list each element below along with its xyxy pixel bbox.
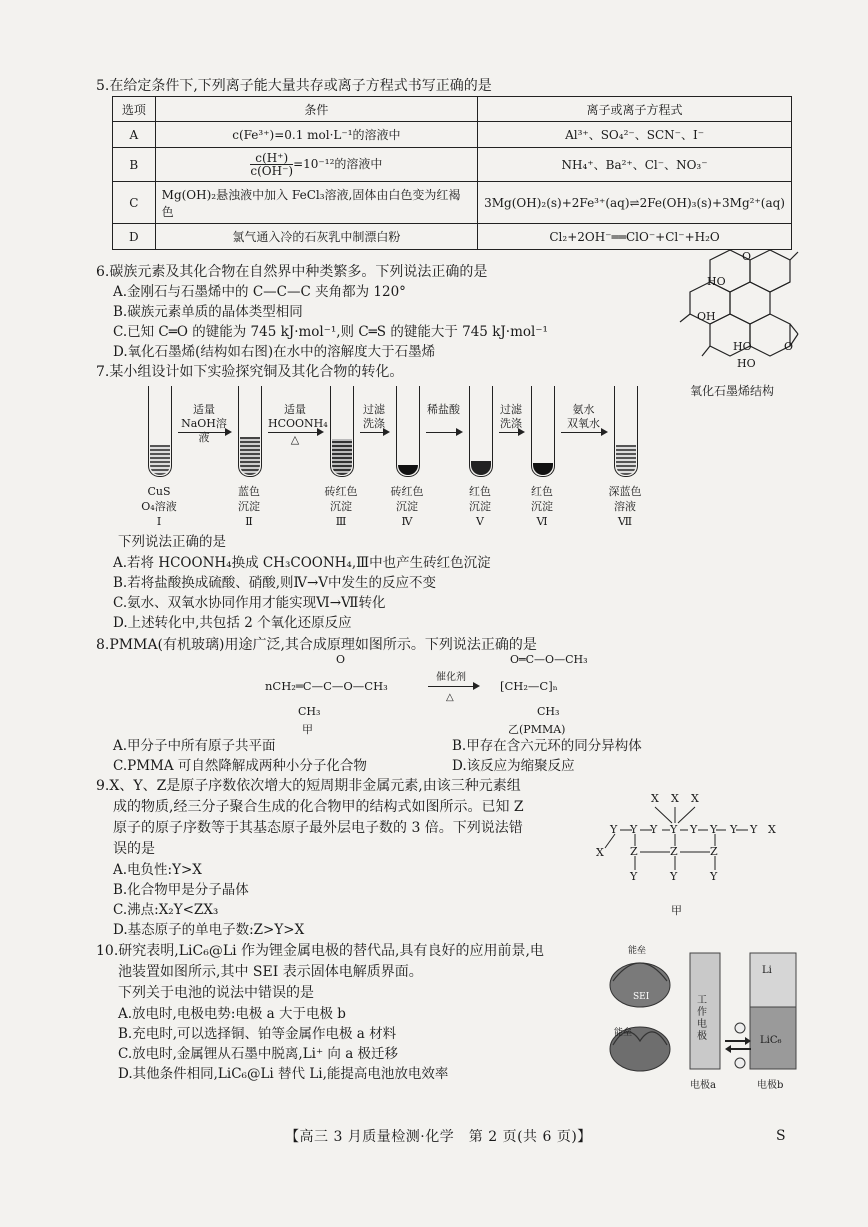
li-label: Li [762, 965, 772, 976]
tube-roman-numeral: Ⅵ [536, 515, 548, 528]
step-label-bottom: 双氧水 [567, 417, 600, 430]
q8-stem: 8.PMMA(有机玻璃)用途广泛,其合成原理如图所示。下列说法正确的是 [96, 637, 537, 653]
q9-stem-line-1: 9.X、Y、Z是原子序数依次增大的短周期非金属元素,由该三种元素组 [96, 778, 521, 794]
numerator: c(H⁺) [250, 152, 293, 165]
test-tube-label [316, 484, 366, 529]
tube-contents [616, 445, 636, 475]
q6-stem: 6.碳族元素及其化合物在自然界中种类繁多。下列说法正确的是 [96, 264, 488, 280]
q9-stem-line-2: 成的物质,经三分子聚合生成的化合物甲的结构式如图所示。已知 Z [113, 799, 524, 815]
step-reagent-label [499, 403, 523, 431]
atom-label: Y [690, 823, 698, 836]
fig-label-o-2: O [784, 340, 794, 353]
q7-stem: 7.某小组设计如下实验探究铜及其化合物的转化。 [96, 364, 404, 380]
q9-option-b: B.化合物甲是分子晶体 [113, 882, 249, 898]
tube-contents [471, 461, 491, 475]
atom-label: X [671, 792, 679, 805]
q5-table-header [113, 97, 792, 122]
test-tube [531, 386, 555, 477]
row-option: C [113, 182, 156, 224]
atom-label: Y [670, 823, 678, 836]
product-bottom: CH₃ [537, 705, 560, 718]
fig-label-ho-2: HO [733, 340, 752, 353]
electrode-a-label: 电极a [690, 1080, 716, 1091]
tube-name-line-1: 砖红色 [390, 485, 424, 498]
row-option: A [113, 122, 156, 148]
reactant-bottom: CH₃ [298, 705, 321, 718]
step-label-top: 稀盐酸 [427, 403, 460, 416]
reactant-name: 甲 [302, 723, 313, 736]
process-arrow [561, 432, 606, 433]
reactant-top: O [336, 653, 346, 666]
tube-name-line-1: 砖红色 [324, 485, 358, 498]
q7-option-d: D.上述转化中,共包括 2 个氧化还原反应 [113, 615, 352, 631]
q9-option-a: A.电负性:Y>X [113, 862, 202, 878]
test-tube [614, 386, 638, 477]
product-top: O═C—O—CH₃ [510, 653, 588, 666]
q8-option-a: A.甲分子中所有原子共平面 [113, 738, 276, 754]
step-label-bottom: 洗涤 [500, 417, 522, 430]
row-ions: Cl₂+2OH⁻══ClO⁻+Cl⁻+H₂O [478, 224, 792, 250]
q7-option-c: C.氨水、双氧水协同作用才能实现Ⅵ→Ⅶ转化 [113, 595, 386, 611]
atom-label: Y [650, 823, 658, 836]
q10-option-d: D.其他条件相同,LiC₆@Li 替代 Li,能提高电池放电效率 [118, 1066, 449, 1082]
row-condition: 氯气通入冷的石灰乳中制漂白粉 [155, 224, 477, 250]
header-option: 选项 [113, 97, 156, 122]
q8-option-d: D.该反应为缩聚反应 [452, 758, 575, 774]
atom-label: Y [710, 870, 718, 883]
atom-label: Z [670, 845, 678, 858]
atom-label: Y [750, 823, 758, 836]
lic6-label: LiC₆ [760, 1035, 782, 1046]
q9-option-d: D.基态原子的单电子数:Z>Y>X [113, 922, 305, 938]
page-footer: 【高三 3 月质量检测·化学 第 2 页(共 6 页)】 [285, 1129, 592, 1145]
heat-label: △ [446, 692, 454, 703]
step-label-top: 过滤 [500, 403, 522, 416]
atom-label: Z [710, 845, 718, 858]
q10-stem-line-1: 10.研究表明,LiC₆@Li 作为锂金属电极的替代品,具有良好的应用前景,电 [96, 943, 544, 959]
q7-option-b: B.若将盐酸换成硫酸、硝酸,则Ⅳ→Ⅴ中发生的反应不变 [113, 575, 437, 591]
step-reagent-label [268, 403, 328, 447]
tube-name-line-1: 红色 [531, 485, 553, 498]
q5-table [112, 96, 792, 250]
product-name: 乙(PMMA) [508, 723, 566, 736]
row-condition [155, 148, 477, 182]
atom-label: Y [610, 823, 618, 836]
tube-name-line-2: 沉淀 [330, 500, 352, 513]
step-label-top: 氨水 [572, 403, 595, 416]
test-tube-label [600, 484, 650, 529]
tube-roman-numeral: Ⅱ [245, 515, 253, 528]
tube-name-line-2: 溶液 [614, 500, 636, 513]
tube-roman-numeral: Ⅰ [156, 515, 162, 528]
tube-roman-numeral: Ⅲ [335, 515, 347, 528]
atom-label: Y [710, 823, 718, 836]
graphene-oxide-structure [670, 240, 800, 380]
step-reagent-label [561, 403, 606, 431]
test-tube [238, 386, 262, 477]
step-label-top: 过滤 [363, 403, 385, 416]
atom-label: X [768, 823, 776, 836]
row-condition: c(Fe³⁺)=0.1 mol·L⁻¹的溶液中 [155, 122, 477, 148]
q9-option-c: C.沸点:X₂Y<ZX₃ [113, 902, 219, 918]
atom-label: X [691, 792, 699, 805]
atom-label: Y [630, 870, 638, 883]
fig-label-ho-3: HO [737, 357, 756, 370]
fig-caption-graphene-oxide: 氧化石墨烯结构 [690, 384, 775, 398]
q10-option-b: B.充电时,可以选择铜、铂等金属作电极 a 材料 [118, 1026, 397, 1042]
tube-contents [332, 439, 352, 475]
table-row [113, 148, 792, 182]
test-tube [396, 386, 420, 477]
tube-contents [533, 463, 553, 475]
tube-name-line-1: 红色 [469, 485, 491, 498]
test-tube-label [134, 484, 184, 529]
step-label-heat: △ [290, 433, 300, 446]
tube-roman-numeral: Ⅶ [617, 515, 633, 528]
q7-option-a: A.若将 HCOONH₄换成 CH₃COONH₄,Ⅲ中也产生砖红色沉淀 [113, 555, 491, 571]
q9-figure-caption: 甲 [671, 904, 682, 917]
denominator: c(OH⁻) [250, 164, 294, 178]
test-tube [469, 386, 493, 477]
q9-stem-line-4: 误的是 [113, 841, 155, 857]
tube-name-line-1: CuS [147, 485, 171, 498]
battery-diagram [605, 945, 815, 1085]
process-arrow [499, 432, 523, 433]
tube-name-line-1: 深蓝色 [608, 485, 642, 498]
step-reagent-label [178, 403, 230, 445]
header-condition: 条件 [155, 97, 477, 122]
catalyst-label: 催化剂 [436, 672, 466, 683]
q6-option-c: C.已知 C═O 的键能为 745 kJ·mol⁻¹,则 C═S 的键能大于 745 kJ·mol⁻¹ [113, 324, 548, 340]
atom-label: X [651, 792, 659, 805]
q7-lead: 下列说法正确的是 [118, 534, 226, 550]
q6-option-d: D.氧化石墨烯(结构如右图)在水中的溶解度大于石墨烯 [113, 344, 436, 360]
tube-name-line-2: 沉淀 [531, 500, 553, 513]
test-tube [148, 386, 172, 477]
atom-label: Y [730, 823, 738, 836]
q10-option-c: C.放电时,金属锂从石墨中脱离,Li⁺ 向 a 极迁移 [118, 1046, 399, 1062]
q8-option-c: C.PMMA 可自然降解成两种小分子化合物 [113, 758, 367, 774]
step-reagent-label [360, 403, 388, 431]
atom-label: Y [630, 823, 638, 836]
tube-name-line-1: 蓝色 [238, 485, 260, 498]
fig-label-o-1: O [742, 250, 752, 263]
tube-contents [240, 437, 260, 475]
q10-stem-line-2: 池装置如图所示,其中 SEI 表示固体电解质界面。 [118, 964, 423, 980]
table-row [113, 182, 792, 224]
q10-option-a: A.放电时,电极电势:电极 a 大于电极 b [118, 1006, 346, 1022]
q8-option-b: B.甲存在含六元环的同分异构体 [452, 738, 642, 754]
tube-contents [150, 445, 170, 475]
tube-contents [398, 465, 418, 475]
reactant-formula: nCH₂═C—C—O—CH₃ [265, 679, 388, 693]
q9-stem-line-3: 原子的原子序数等于其基态原子最外层电子数的 3 倍。下列说法错 [113, 820, 523, 836]
tube-name-line-2: 沉淀 [238, 500, 260, 513]
step-label-bottom: NaOH溶液 [181, 417, 227, 444]
atom-label: Z [630, 845, 638, 858]
tube-name-line-2: O₄溶液 [141, 500, 177, 513]
process-arrow [426, 432, 461, 433]
tube-roman-numeral: Ⅳ [401, 515, 413, 528]
step-label-bottom: HCOONH₄ [268, 417, 328, 430]
tube-roman-numeral: Ⅴ [476, 515, 484, 528]
footer-mark: S [776, 1128, 786, 1144]
test-tube-label [517, 484, 567, 529]
table-row [113, 122, 792, 148]
row-ions: 3Mg(OH)₂(s)+2Fe³⁺(aq)⇌2Fe(OH)₃(s)+3Mg²⁺(aq) [478, 182, 792, 224]
row-option: D [113, 224, 156, 250]
tube-name-line-2: 沉淀 [469, 500, 491, 513]
sei-label: SEI [633, 992, 650, 1002]
electrode-b-label: 电极b [757, 1080, 784, 1091]
q5-stem: 5.在给定条件下,下列离子能大量共存或离子方程式书写正确的是 [96, 78, 492, 94]
step-label-top: 适量 [193, 403, 215, 416]
atom-label: X [596, 846, 604, 859]
fig-label-ho-1: HO [707, 275, 726, 288]
test-tube-label [224, 484, 274, 529]
test-tube [330, 386, 354, 477]
energy-barrier-label-1: 能垒 [628, 946, 647, 956]
q10-stem-line-3: 下列关于电池的说法中错误的是 [118, 985, 314, 1001]
energy-barrier-label-2: 能垒 [614, 1028, 633, 1038]
fig-label-oh: OH [697, 310, 716, 323]
row-ions: NH₄⁺、Ba²⁺、Cl⁻、NO₃⁻ [478, 148, 792, 182]
product-formula: [CH₂—C]ₙ [500, 679, 558, 693]
step-label-top: 适量 [284, 403, 306, 416]
test-tube-label [382, 484, 432, 529]
working-electrode-label: 工作电极 [697, 995, 707, 1042]
tube-name-line-2: 沉淀 [396, 500, 418, 513]
row-ions: Al³⁺、SO₄²⁻、SCN⁻、I⁻ [478, 122, 792, 148]
step-label-bottom: 洗涤 [363, 417, 385, 430]
compound-structure-figure [590, 790, 780, 910]
row-condition: Mg(OH)₂悬浊液中加入 FeCl₃溶液,固体由白色变为红褐色 [155, 182, 477, 224]
condition-rest: =10⁻¹²的溶液中 [293, 157, 383, 171]
fraction [250, 152, 293, 177]
atom-label: Y [670, 870, 678, 883]
header-ions: 离子或离子方程式 [478, 97, 792, 122]
step-reagent-label [426, 403, 461, 417]
process-arrow [360, 432, 388, 433]
test-tube-label [455, 484, 505, 529]
q6-option-a: A.金刚石与石墨烯中的 C—C—C 夹角都为 120° [113, 284, 406, 300]
row-option: B [113, 148, 156, 182]
q6-option-b: B.碳族元素单质的晶体类型相同 [113, 304, 303, 320]
